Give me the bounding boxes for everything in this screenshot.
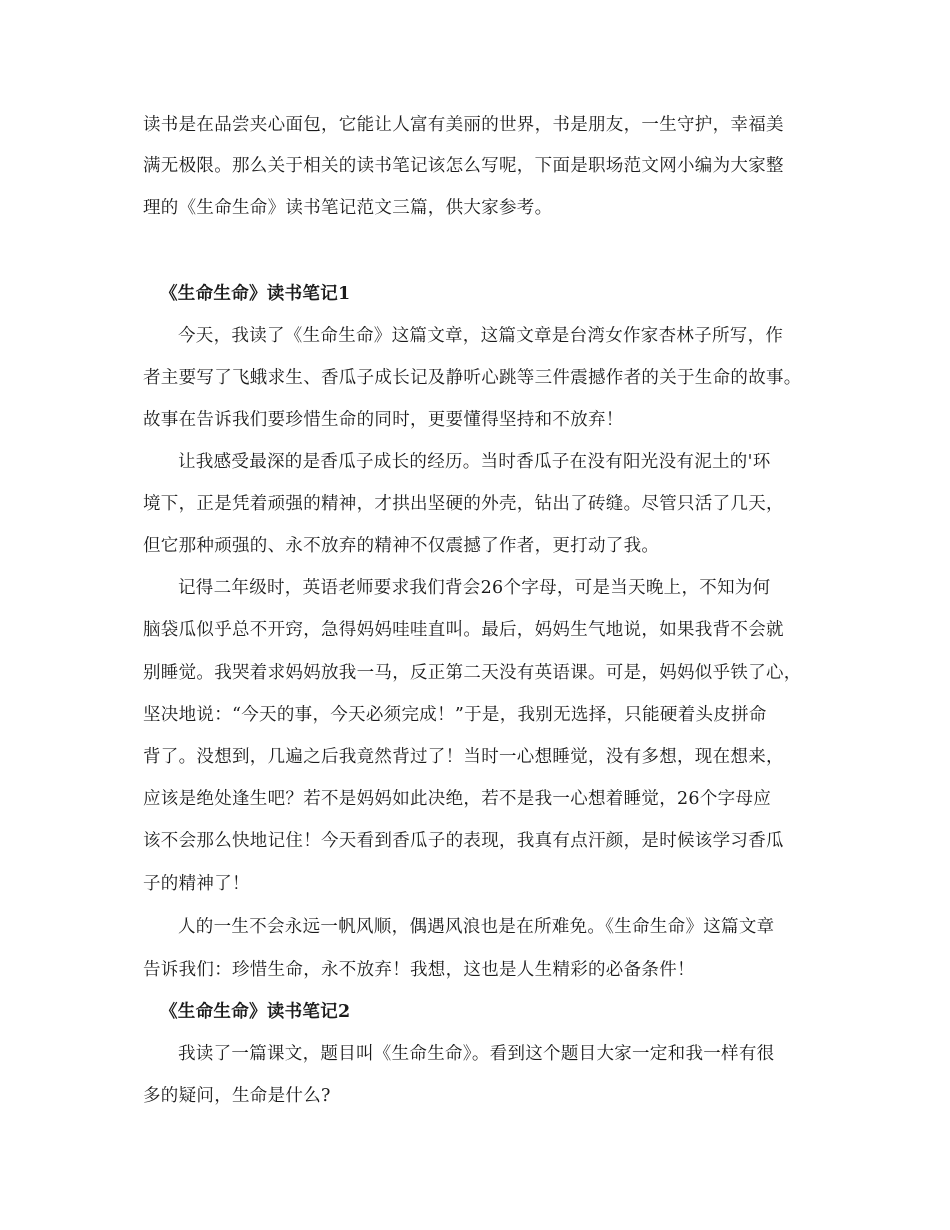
intro-line: 理的《生命生命》读书笔记范文三篇，供大家参考。 <box>143 198 553 218</box>
paragraph-line: 脑袋瓜似乎总不开窍，急得妈妈哇哇直叫。最后，妈妈生气地说，如果我背不会就 <box>143 620 784 640</box>
paragraph-line: 子的精神了！ <box>143 874 250 894</box>
paragraph-line: 告诉我们：珍惜生命，永不放弃！我想，这也是人生精彩的必备条件！ <box>143 960 695 980</box>
paragraph-line: 境下，正是凭着顽强的精神，才拱出坚硬的外壳，钻出了砖缝。尽管只活了几天， <box>143 494 784 514</box>
paragraph-line: 应该是绝处逢生吧？若不是妈妈如此决绝，若不是我一心想着睡觉，26个字母应 <box>143 789 772 809</box>
paragraph-line: 今天，我读了《生命生命》这篇文章，这篇文章是台湾女作家杏林子所写，作 <box>178 326 784 346</box>
paragraph-line: 故事在告诉我们要珍惜生命的同时，更要懂得坚持和不放弃！ <box>143 410 624 430</box>
paragraph-line: 该不会那么快地记住！今天看到香瓜子的表现，我真有点汗颜，是时候该学习香瓜 <box>143 831 784 851</box>
paragraph-line: 坚决地说：“今天的事，今天必须完成！”于是，我别无选择，只能硬着头皮拼命 <box>143 705 767 725</box>
paragraph-line: 记得二年级时，英语老师要求我们背会26个字母，可是当天晚上，不知为何 <box>178 578 771 598</box>
paragraph-line: 人的一生不会永远一帆风顺，偶遇风浪也是在所难免。《生命生命》这篇文章 <box>178 917 775 937</box>
paragraph-line: 但它那种顽强的、永不放弃的精神不仅震撼了作者，更打动了我。 <box>143 536 660 556</box>
paragraph-line: 别睡觉。我哭着求妈妈放我一马，反正第二天没有英语课。可是，妈妈似乎铁了心， <box>143 663 802 683</box>
paragraph-line: 我读了一篇课文，题目叫《生命生命》。看到这个题目大家一定和我一样有很 <box>178 1044 775 1064</box>
section-heading: 《生命生命》读书笔记2 <box>160 1002 351 1022</box>
section-heading: 《生命生命》读书笔记1 <box>160 284 351 304</box>
paragraph-line: 让我感受最深的是香瓜子成长的经历。当时香瓜子在没有阳光没有泥土的'环 <box>178 452 771 472</box>
intro-line: 满无极限。那么关于相关的读书笔记该怎么写呢，下面是职场范文网小编为大家整 <box>143 156 784 176</box>
paragraph-line: 背了。没想到，几遍之后我竟然背过了！当时一心想睡觉，没有多想，现在想来， <box>143 747 784 767</box>
intro-line: 读书是在品尝夹心面包，它能让人富有美丽的世界，书是朋友，一生守护，幸福美 <box>143 115 784 135</box>
paragraph-line: 多的疑问，生命是什么? <box>143 1086 331 1106</box>
paragraph-line: 者主要写了飞蛾求生、香瓜子成长记及静听心跳等三件震撼作者的关于生命的故事。 <box>143 368 802 388</box>
